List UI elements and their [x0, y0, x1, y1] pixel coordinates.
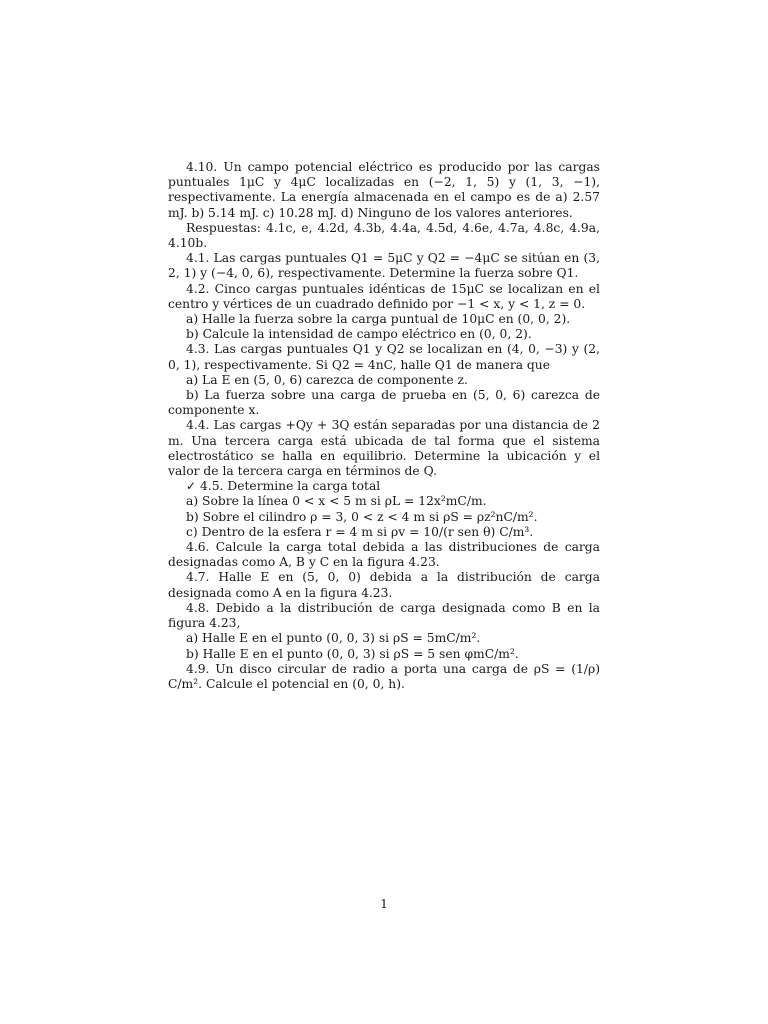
page-number: 1: [380, 897, 388, 911]
problem-4-2-b: b) Calcule la intensidad de campo eléctrico en (0, 0, 2).: [186, 327, 532, 342]
problem-4-5: [168, 479, 600, 494]
problem-text-block: [168, 160, 600, 692]
problem-4-7: 4.7. Halle E en (5, 0, 0) debida a la distribución de carga designada como A en la figura 4.23.: [168, 570, 600, 600]
problem-4-8-a: a) Halle E en el punto (0, 0, 3) si ρS = 5mC/m².: [186, 631, 481, 646]
problem-4-5-a: a) Sobre la línea 0 < x < 5 m si ρL = 12x²mC/m.: [186, 494, 487, 509]
problem-4-10: 4.10. Un campo potencial eléctrico es producido por las cargas puntuales 1μC y 4μC localizadas en (−2, 1, 5) y (1, 3, −1), respectivamente. La energía almacenada en el campo es de a) 2.57 mJ. b) 5.14 mJ. c) 10.28 mJ. d) Ninguno de los valores anteriores.: [168, 160, 600, 220]
answers-line: Respuestas: 4.1c, e, 4.2d, 4.3b, 4.4a, 4.5d, 4.6e, 4.7a, 4.8c, 4.9a, 4.10b.: [168, 220, 600, 251]
problem-4-6: 4.6. Calcule la carga total debida a las distribuciones de carga designadas como A, B y C en la figura 4.23.: [168, 540, 600, 570]
problem-4-3-a: a) La E en (5, 0, 6) carezca de componente z.: [186, 372, 468, 387]
problem-4-2: 4.2. Cinco cargas puntuales idénticas de 15μC se localizan en el centro y vértices de un cuadrado definido por −1 < x, y < 1, z = 0.: [168, 281, 600, 311]
problem-4-1: 4.1. Las cargas puntuales Q1 = 5μC y Q2 = −4μC se sitúan en (3, 2, 1) y (−4, 0, 6), respectivamente. Determine la fuerza sobre Q1.: [168, 251, 600, 281]
check-mark-icon: ✓: [186, 479, 197, 494]
problem-4-5-c: c) Dentro de la esfera r = 4 m si ρv = 10/(r sen θ) C/m³.: [186, 524, 534, 539]
problem-4-5-b: b) Sobre el cilindro ρ = 3, 0 < z < 4 m si ρS = ρz²nC/m².: [186, 509, 538, 524]
problem-4-8: 4.8. Debido a la distribución de carga designada como B en la figura 4.23,: [168, 600, 600, 631]
problem-4-3-b: b) La fuerza sobre una carga de prueba en (5, 0, 6) carezca de componente x.: [168, 388, 600, 418]
problem-4-9: 4.9. Un disco circular de radio a porta una carga de ρS = (1/ρ) C/m². Calcule el potencial en (0, 0, h).: [168, 661, 600, 691]
problem-4-3: 4.3. Las cargas puntuales Q1 y Q2 se localizan en (4, 0, −3) y (2, 0, 1), respectivamente. Si Q2 = 4nC, halle Q1 de manera que: [168, 342, 600, 372]
problem-4-2-a: a) Halle la fuerza sobre la carga puntual de 10μC en (0, 0, 2).: [186, 312, 571, 327]
problem-4-5-text: 4.5. Determine la carga total: [199, 479, 381, 494]
problem-4-8-b: b) Halle E en el punto (0, 0, 3) si ρS = 5 sen φmC/m².: [186, 646, 519, 661]
problem-4-4: 4.4. Las cargas +Qy + 3Q están separadas por una distancia de 2 m. Una tercera carga está ubicada de tal forma que el sistema electrostático se halla en equilibrio. Determine la ubicación y el valor de la tercera carga en términos de Q.: [168, 418, 600, 479]
